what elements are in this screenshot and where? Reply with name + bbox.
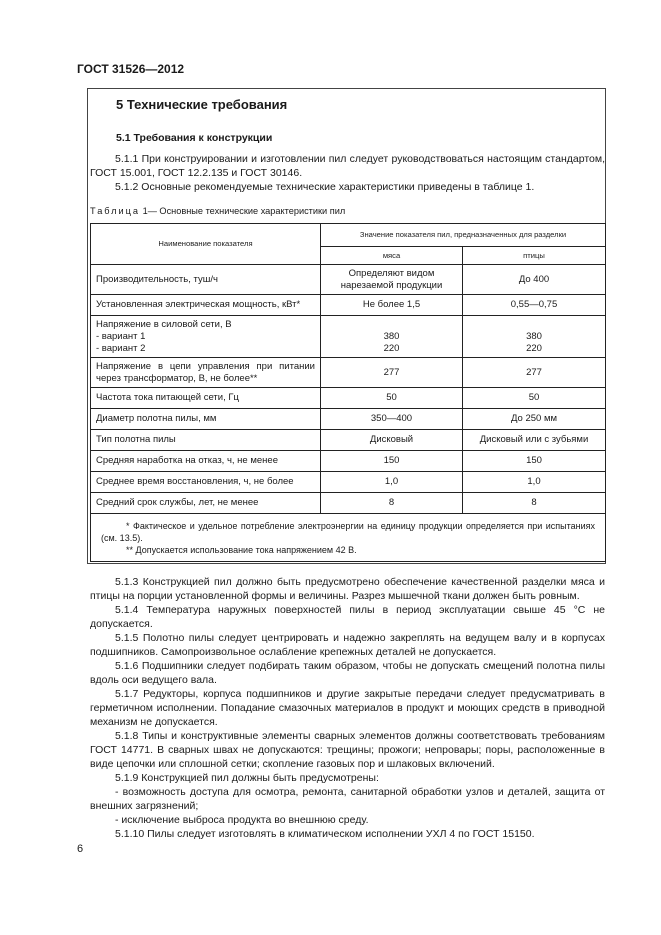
row-variant-2: - вариант 2 [96, 342, 146, 354]
row-meat: Определяют видом нарезаемой продукции [321, 265, 463, 295]
row-bird: Дисковый или с зубьями [463, 430, 606, 451]
row-meat: 50 [321, 388, 463, 409]
table-row [91, 451, 606, 472]
row-bird-v2: 220 [526, 342, 542, 354]
table-row [91, 295, 606, 316]
row-meat: 350—400 [321, 409, 463, 430]
table-row [91, 493, 606, 514]
row-name: Производительность, туш/ч [91, 265, 321, 295]
paragraph-5-1-5: 5.1.5 Полотно пилы следует центрировать и надежно закреплять на ведущем валу и в корпусах подшипников. Самопроизвольное ослабление крепежных деталей не допускается. [90, 632, 605, 658]
table-row [91, 430, 606, 451]
row-meat: 1,0 [321, 472, 463, 493]
row-variant-1: - вариант 1 [96, 330, 146, 342]
paragraph-5-1-9: 5.1.9 Конструкцией пил должны быть предусмотрены: [115, 772, 379, 784]
paragraph-5-1-10: 5.1.10 Пилы следует изготовлять в климатическом исполнении УХЛ 4 по ГОСТ 15150. [115, 828, 535, 840]
table-caption [90, 206, 345, 216]
row-meat-v2: 220 [383, 342, 400, 354]
subsection-title: 5.1 Требования к конструкции [116, 132, 273, 144]
row-meat: 150 [321, 451, 463, 472]
row-name: Напряжение в цепи управления при питании через трансформатор, В, не более** [91, 358, 321, 388]
table-row [91, 358, 606, 388]
row-name: Диаметр полотна пилы, мм [91, 409, 321, 430]
row-name: Среднее время восстановления, ч, не более [91, 472, 321, 493]
paragraph-5-1-6: 5.1.6 Подшипники следует подбирать таким образом, чтобы не допускать смещений полотна пилы вдоль оси ведущего вала. [90, 660, 605, 686]
header-indicator-name: Наименование показателя [91, 224, 321, 265]
table-caption-text: 1— Основные технические характеристики пил [140, 206, 346, 216]
table-row [91, 388, 606, 409]
row-meat: Дисковый [321, 430, 463, 451]
row-bird: 150 [463, 451, 606, 472]
section-title: 5 Технические требования [116, 97, 288, 112]
table-row [91, 265, 606, 295]
row-bird: 277 [463, 358, 606, 388]
row-meat: 277 [321, 358, 463, 388]
paragraph-5-1-4: 5.1.4 Температура наружных поверхностей пилы в период эксплуатации свыше 45 °С не допускается. [90, 604, 605, 630]
row-meat: 8 [321, 493, 463, 514]
row-bird [463, 316, 606, 358]
row-bird: 50 [463, 388, 606, 409]
row-name: Средняя наработка на отказ, ч, не менее [91, 451, 321, 472]
header-bird: птицы [463, 247, 606, 265]
header-meat: мяса [321, 247, 463, 265]
list-item-access: - возможность доступа для осмотра, ремонта, санитарной обработки узлов и деталей, защита от внешних загрязнений; [90, 786, 605, 812]
table-caption-label: Таблица [90, 206, 141, 216]
paragraph-5-1-2: 5.1.2 Основные рекомендуемые технические характеристики приведены в таблице 1. [115, 181, 535, 193]
document-header: ГОСТ 31526—2012 [77, 62, 185, 76]
row-name: Тип полотна пилы [91, 430, 321, 451]
row-meat: Не более 1,5 [321, 295, 463, 316]
paragraph-5-1-1: 5.1.1 При конструировании и изготовлении пил следует руководствоваться настоящим стандартом, ГОСТ 15.001, ГОСТ 12.2.135 и ГОСТ 30146. [90, 153, 605, 179]
paragraph-5-1-8: 5.1.8 Типы и конструктивные элементы сварных элементов должны соответствовать требованиям ГОСТ 14771. В сварных швах не допускаются: трещины; прожоги; непровары; поры, расположенные в виде цепочки или сплошной сетки; скопление газовых пор и шлаковых включений. [90, 730, 605, 770]
table-footnote-row [91, 514, 606, 562]
row-name [91, 316, 321, 358]
row-bird: 8 [463, 493, 606, 514]
characteristics-table [90, 223, 606, 562]
table-header-row [91, 224, 606, 247]
header-value-group: Значение показателя пил, предназначенных для разделки [321, 224, 606, 247]
row-meat [321, 316, 463, 358]
paragraph-5-1-7: 5.1.7 Редукторы, корпуса подшипников и другие закрытые передачи следует предусматривать в герметичном исполнении. Попадание смазочных материалов в продукт и моющих средств в приводной механизм не допускается. [90, 688, 605, 728]
row-bird: 1,0 [463, 472, 606, 493]
row-name: Средний срок службы, лет, не менее [91, 493, 321, 514]
table-row [91, 409, 606, 430]
table-row [91, 316, 606, 358]
row-meat-v1: 380 [383, 330, 400, 342]
row-name: Частота тока питающей сети, Гц [91, 388, 321, 409]
page-number: 6 [77, 843, 84, 855]
list-item-product-release: - исключение выброса продукта во внешнюю среду. [115, 814, 369, 826]
table-row [91, 472, 606, 493]
row-name: Установленная электрическая мощность, кВт* [91, 295, 321, 316]
footnote-1: * Фактическое и удельное потребление электроэнергии на единицу продукции определяется при испытаниях (см. 13.5). [101, 521, 595, 543]
table-footnotes [91, 514, 606, 562]
row-bird: До 250 мм [463, 409, 606, 430]
paragraph-5-1-3: 5.1.3 Конструкцией пил должно быть предусмотрено обеспечение качественной разделки мяса и птицы на порции установленной формы и величины. Разрез мышечной ткани должен быть ровным. [90, 576, 605, 602]
footnote-2: ** Допускается использование тока напряжением 42 В. [126, 545, 357, 555]
row-bird-v1: 380 [526, 330, 542, 342]
row-bird: До 400 [463, 265, 606, 295]
row-bird: 0,55—0,75 [463, 295, 606, 316]
row-name-main: Напряжение в силовой сети, В [96, 318, 232, 330]
